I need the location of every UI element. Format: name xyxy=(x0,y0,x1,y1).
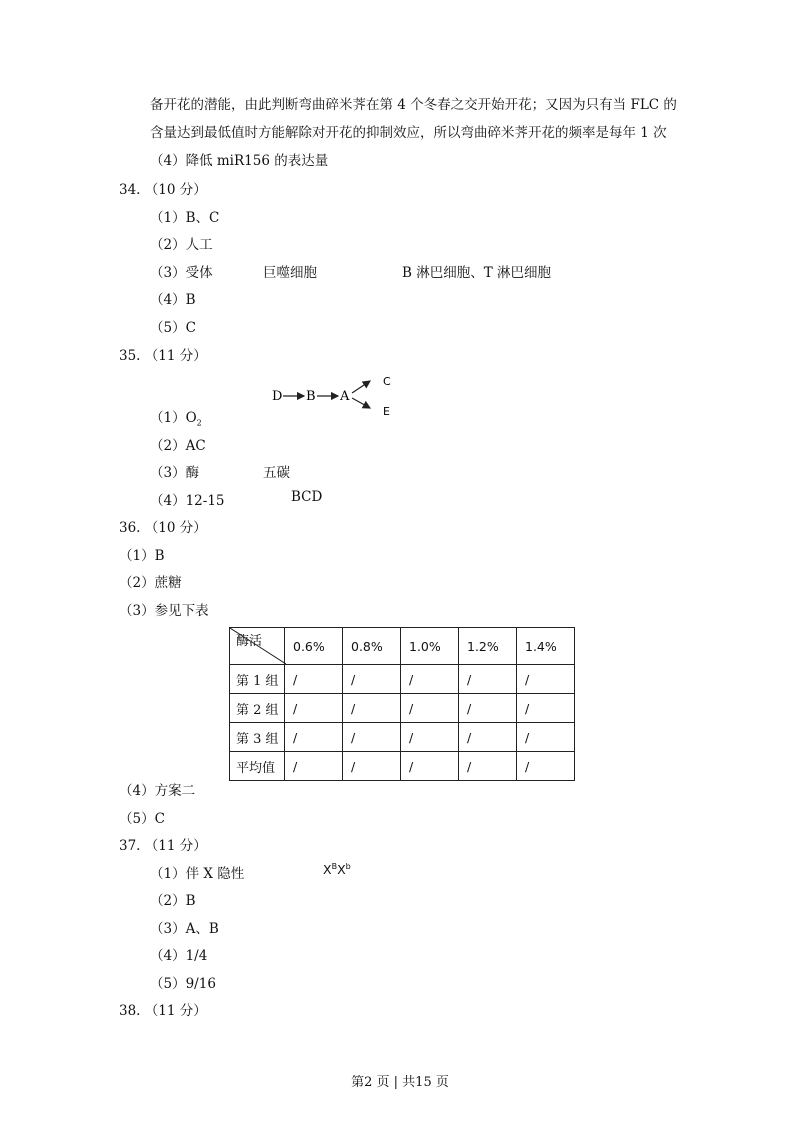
table-row xyxy=(230,694,575,723)
q37-genotype xyxy=(323,862,351,877)
column-header: 1.4% xyxy=(517,628,575,665)
table-cell: / xyxy=(517,665,575,694)
q37-answer-5: （5）9/16 xyxy=(150,976,216,992)
q34-answer-3: （3）受体 xyxy=(150,265,213,281)
q36-answer-4: （4）方案二 xyxy=(119,783,196,799)
table-cell: / xyxy=(401,665,459,694)
q36-answer-2: （2）蔗糖 xyxy=(119,575,182,591)
table-cell: / xyxy=(343,723,401,752)
table-corner-cell xyxy=(230,628,285,665)
genotype-x2: X xyxy=(337,862,346,878)
node-e: E xyxy=(383,405,390,418)
q37-answer-1: （1）伴 X 隐性 xyxy=(150,866,245,882)
continuation-line-1: 备开花的潜能，由此判断弯曲碎米荠在第 4 个冬春之交开始开花；又因为只有当 FLC 的 xyxy=(150,97,677,113)
table-cell: / xyxy=(285,723,343,752)
column-header: 0.8% xyxy=(343,628,401,665)
arrow-a-c xyxy=(352,381,370,393)
table-cell: / xyxy=(517,723,575,752)
q34-header: 34. （10 分） xyxy=(119,182,207,198)
q34-answer-3c: B 淋巴细胞、T 淋巴细胞 xyxy=(402,265,552,281)
table-cell: / xyxy=(517,694,575,723)
q37-answer-2: （2）B xyxy=(150,893,196,909)
q37-answer-4: （4）1/4 xyxy=(150,948,208,964)
genotype-x1: X xyxy=(323,862,332,878)
table-cell: / xyxy=(343,665,401,694)
q35-answer-3b: 五碳 xyxy=(263,465,290,481)
table-cell: / xyxy=(401,694,459,723)
table-cell: / xyxy=(343,752,401,781)
q35-answer-4: （4）12-15 xyxy=(150,493,225,509)
genotype-sup2: b xyxy=(345,862,351,871)
column-header: 1.2% xyxy=(459,628,517,665)
table-cell: / xyxy=(459,694,517,723)
table-row xyxy=(230,723,575,752)
q35-answer-1 xyxy=(150,406,202,428)
q36-header: 36. （10 分） xyxy=(119,520,207,536)
row-label: 平均值 xyxy=(230,752,285,781)
q37-answer-3: （3）A、B xyxy=(150,921,219,937)
q34-answer-1: （1）B、C xyxy=(150,210,220,226)
row-label: 第 3 组 xyxy=(230,723,285,752)
table-cell: / xyxy=(459,752,517,781)
table-header-row xyxy=(230,628,575,665)
q34-answer-5: （5）C xyxy=(150,320,196,336)
table-row xyxy=(230,665,575,694)
q35-answer-1-text: （1）O xyxy=(150,410,197,426)
row-label: 第 2 组 xyxy=(230,694,285,723)
node-d: D xyxy=(272,389,283,404)
table-cell: / xyxy=(285,752,343,781)
table-corner-label: 酶活 xyxy=(236,634,263,649)
q35-header: 35. （11 分） xyxy=(119,348,207,364)
genotype-sup1: B xyxy=(331,862,338,871)
table-cell: / xyxy=(285,665,343,694)
table-cell: / xyxy=(401,752,459,781)
table-row xyxy=(230,752,575,781)
column-header: 0.6% xyxy=(285,628,343,665)
enzyme-activity-table xyxy=(229,627,575,781)
node-c: C xyxy=(383,375,391,388)
table-cell: / xyxy=(517,752,575,781)
arrow-a-e xyxy=(352,398,370,408)
node-b: B xyxy=(306,389,316,404)
table-cell: / xyxy=(343,694,401,723)
node-a: A xyxy=(340,389,350,404)
q38-header: 38. （11 分） xyxy=(119,1003,207,1019)
q34-answer-3b: 巨噬细胞 xyxy=(263,265,317,281)
q35-answer-2: （2）AC xyxy=(150,438,206,454)
table-cell: / xyxy=(285,694,343,723)
q36-answer-5: （5）C xyxy=(119,811,165,827)
table-cell: / xyxy=(459,723,517,752)
continuation-line-2: 含量达到最低值时方能解除对开花的抑制效应，所以弯曲碎米荠开花的频率是每年 1 次 xyxy=(150,125,667,141)
q34-answer-2: （2）人工 xyxy=(150,237,213,253)
column-header: 1.0% xyxy=(401,628,459,665)
corner-diagonal xyxy=(230,628,286,664)
q35-answer-4b: BCD xyxy=(291,489,323,505)
pathway-diagram xyxy=(266,370,406,420)
q37-header: 37. （11 分） xyxy=(119,838,207,854)
q33-answer-4: （4）降低 miR156 的表达量 xyxy=(150,153,329,169)
table-cell: / xyxy=(459,665,517,694)
q34-answer-4: （4）B xyxy=(150,292,196,308)
q35-answer-1-sub: 2 xyxy=(196,418,202,428)
table-cell: / xyxy=(401,723,459,752)
page-footer: 第2 页 | 共15 页 xyxy=(351,1075,449,1090)
q36-answer-3: （3）参见下表 xyxy=(119,603,209,619)
q36-answer-1: （1）B xyxy=(119,548,165,564)
q35-answer-3: （3）酶 xyxy=(150,465,200,481)
row-label: 第 1 组 xyxy=(230,665,285,694)
